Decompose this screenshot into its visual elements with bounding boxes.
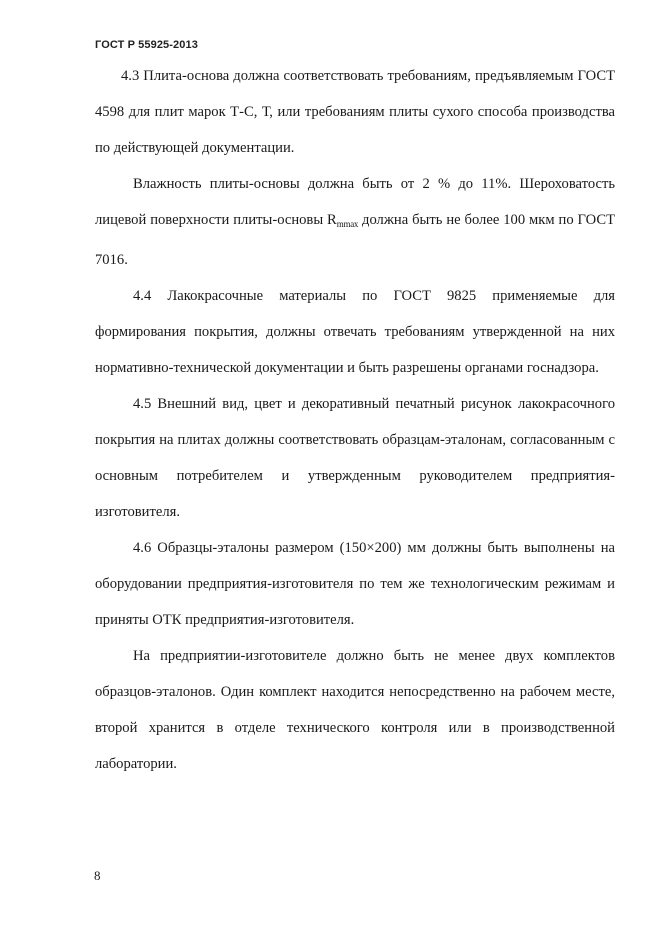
document-header: ГОСТ Р 55925-2013: [95, 39, 198, 51]
paragraph-reference-sets: На предприятии-изготовителе должно быть не менее двух комплектов образцов-эталонов. Один комплект находится непосредственно на рабочем месте, второй хранится в отделе технического контроля или в производственной лаборатории.: [95, 648, 615, 772]
page-number: 8: [94, 868, 101, 883]
paragraph-moisture-text-before: Влажность плиты-основы должна быть от 2 % до 11%. Шероховатость лицевой поверхности плиты-основы R: [95, 176, 615, 228]
paragraph-4-3: 4.3 Плита-основа должна соответствовать требованиям, предъявляемым ГОСТ 4598 для плит марок Т-С, Т, или требованиям плиты сухого способа производства по действующей документации.: [95, 68, 615, 156]
paragraph-4-6: 4.6 Образцы-эталоны размером (150×200) мм должны быть выполнены на оборудовании предприятия-изготовителя по тем же технологическим режимам и приняты ОТК предприятия-изготовителя.: [95, 540, 615, 628]
paragraph-moisture-text-after: должна быть не более 100 мкм по ГОСТ 7016.: [95, 212, 615, 268]
paragraph-4-5: 4.5 Внешний вид, цвет и декоративный печатный рисунок лакокрасочного покрытия на плитах должны соответствовать образцам-эталонам, согласованным с основным потребителем и утвержденным руководителем предприятия-изготовителя.: [95, 396, 615, 520]
paragraph-moisture: [95, 166, 615, 278]
roughness-subscript: mmax: [336, 219, 359, 229]
paragraph-4-4: 4.4 Лакокрасочные материалы по ГОСТ 9825 применяемые для формирования покрытия, должны отвечать требованиям утвержденной на них нормативно-технической документации и быть разрешены органами госнадзора.: [95, 288, 615, 376]
document-body: [95, 58, 615, 782]
